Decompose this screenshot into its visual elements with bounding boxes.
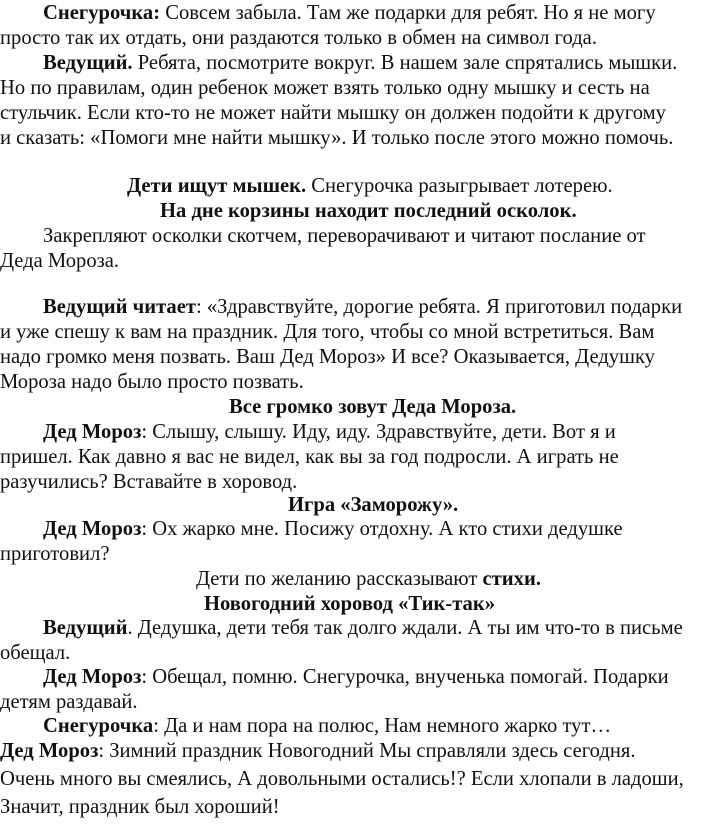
speaker-ded-moroz: Дед Мороз bbox=[43, 518, 142, 540]
p4-line4: Мороза надо было просто позвать. bbox=[0, 371, 304, 393]
p1-line1: Снегурочка: Совсем забыла. Там же подарки для ребят. Но я не могу bbox=[43, 2, 656, 24]
speaker-ded-moroz: Дед Мороз bbox=[43, 421, 142, 443]
p6-line2: приготовил? bbox=[0, 543, 110, 565]
p5-line3: разучились? Вставайте в хоровод. bbox=[0, 471, 298, 493]
stage-direction-mice: Дети ищут мышек. Снегурочка разыгрывает лотерею. bbox=[127, 175, 613, 197]
p5-line1: Дед Мороз: Слышу, слышу. Иду, иду. Здравствуйте, дети. Вот я и bbox=[43, 421, 616, 443]
speaker-snegurochka: Снегурочка bbox=[43, 715, 154, 737]
speaker-vedushchiy: Ведущий. bbox=[43, 52, 133, 74]
speaker-vedushchiy-chitaet: Ведущий читает bbox=[43, 296, 196, 318]
p3-line1: Закрепляют осколки скотчем, переворачивают и читают послание от bbox=[43, 225, 646, 247]
p10-line3: Значит, праздник был хороший! bbox=[0, 796, 280, 818]
p8-line1: Дед Мороз: Обещал, помню. Снегурочка, внученька помогай. Подарки bbox=[43, 666, 669, 688]
p9-line1: Снегурочка: Да и нам пора на полюс, Нам немного жарко тут… bbox=[43, 715, 612, 737]
stage-direction-game: Игра «Заморожу». bbox=[288, 494, 459, 516]
p5-line2: пришел. Как давно я вас не видел, как вы за год подросли. А играть не bbox=[0, 446, 619, 468]
stage-direction-dance: Новогодний хоровод «Тик-так» bbox=[204, 593, 496, 615]
stage-direction-shard: На дне корзины находит последний осколок. bbox=[160, 200, 577, 222]
p2-line3: стульчик. Если кто-то не может найти мышку он должен подойти к другому bbox=[0, 102, 666, 124]
speaker-vedushchiy: Ведущий bbox=[43, 617, 128, 639]
p1-line2: просто так их отдать, они раздаются только в обмен на символ года. bbox=[0, 27, 597, 49]
p10-line1: Дед Мороз: Зимний праздник Новогодний Мы справляли здесь сегодня. bbox=[0, 740, 636, 762]
p3-line2: Деда Мороза. bbox=[0, 250, 120, 272]
p8-line2: детям раздавай. bbox=[0, 691, 138, 713]
p2-line2: Но по правилам, один ребенок может взять только одну мышку и сесть на bbox=[0, 77, 650, 99]
p2-line1: Ведущий. Ребята, посмотрите вокруг. В нашем зале спрятались мышки. bbox=[43, 52, 678, 74]
p4-line3: надо громко меня позвать. Ваш Дед Мороз» И все? Оказывается, Дедушку bbox=[0, 346, 655, 368]
speaker-snegurochka: Снегурочка: bbox=[43, 2, 161, 24]
p4-line2: и уже спешу к вам на праздник. Для того, чтобы со мной встретиться. Вам bbox=[0, 321, 655, 343]
p2-line4: и сказать: «Помоги мне найти мышку». И только после этого можно помочь. bbox=[0, 127, 674, 149]
speaker-ded-moroz: Дед Мороз bbox=[0, 740, 99, 762]
p7-line2: обещал. bbox=[0, 642, 71, 664]
p10-line2: Очень много вы смеялись, А довольными остались!? Если хлопали в ладоши, bbox=[0, 768, 684, 790]
p7-line1: Ведущий. Дедушка, дети тебя так долго ждали. А ты им что-то в письме bbox=[43, 617, 683, 639]
speaker-ded-moroz: Дед Мороз bbox=[43, 666, 142, 688]
p6-line1: Дед Мороз: Ох жарко мне. Посижу отдохну. А кто стихи дедушке bbox=[43, 518, 623, 540]
stage-direction-poems: Дети по желанию рассказывают стихи. bbox=[196, 568, 541, 590]
stage-direction-call: Все громко зовут Деда Мороза. bbox=[229, 396, 517, 418]
p4-line1: Ведущий читает: «Здравствуйте, дорогие ребята. Я приготовил подарки bbox=[43, 296, 683, 318]
